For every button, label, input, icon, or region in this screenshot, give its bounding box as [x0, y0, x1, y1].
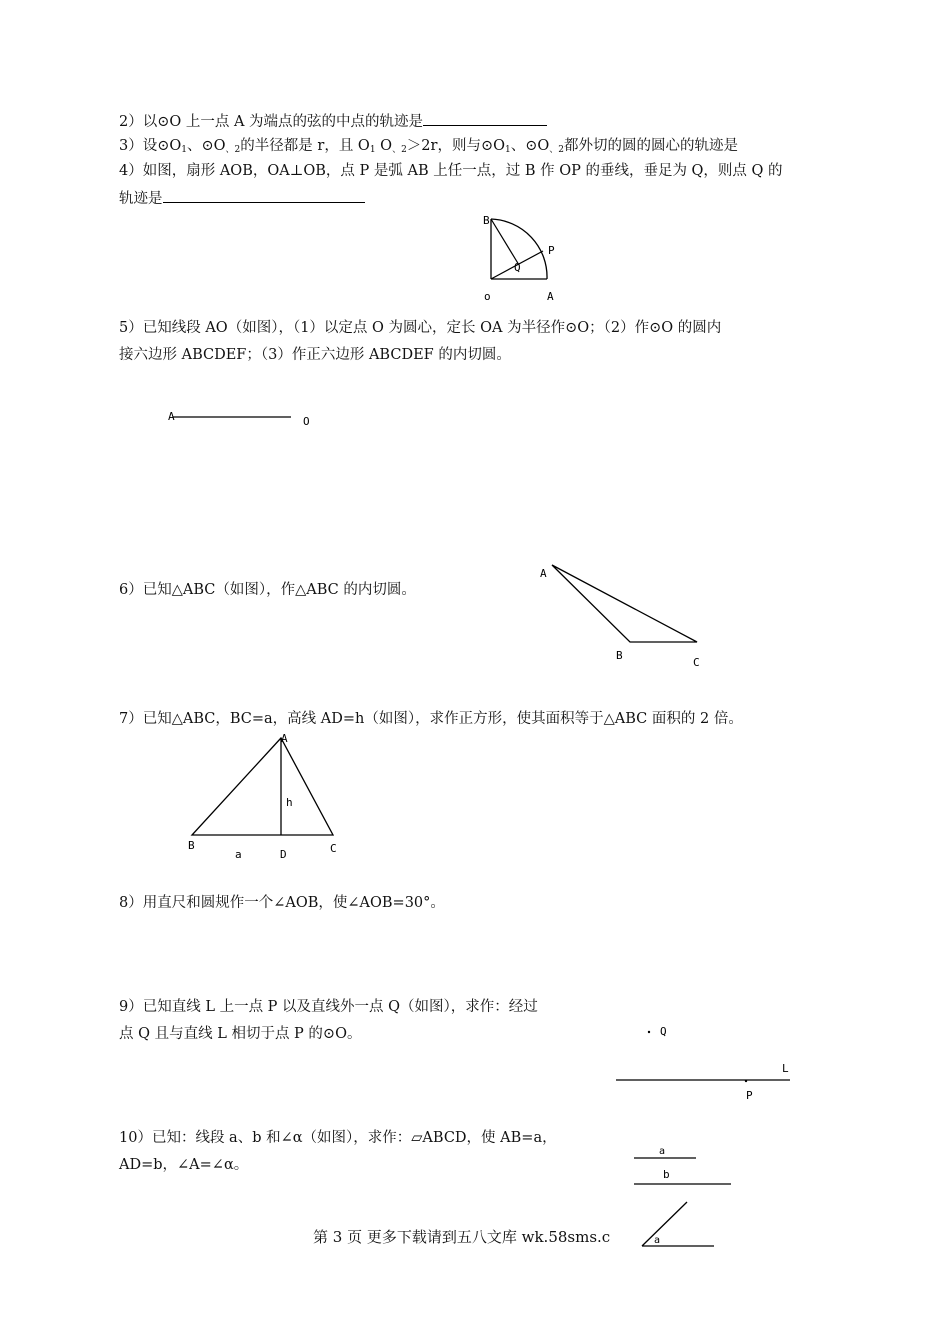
label-a: A — [540, 567, 547, 580]
question-4-line-2 — [119, 188, 365, 209]
segments-angle-figure — [625, 1140, 725, 1252]
q3-text-5: ＞2r，则与⊙O — [406, 138, 505, 154]
label-p: P — [746, 1089, 753, 1102]
question-6: 6）已知△ABC（如图），作△ABC 的内切圆。 — [119, 582, 416, 598]
question-5-line-1: 5）已知线段 AO（如图），（1）以定点 O 为圆心，定长 OA 为半径作⊙O；（2）作⊙O 的圆内 — [119, 320, 722, 336]
label-q: Q — [660, 1025, 667, 1038]
label-c: C — [693, 656, 700, 669]
point-p-dot — [745, 1080, 747, 1082]
q3-sub-5: 1 — [505, 145, 511, 155]
label-o: o — [484, 290, 491, 303]
page-footer: 第 3 页 更多下载请到五八文库 wk.58sms.c — [313, 1228, 611, 1246]
question-7: 7）已知△ABC，BC=a，高线 AD=h（如图），求作正方形，使其面积等于△ABC 面积的 2 倍。 — [119, 711, 743, 727]
question-10-line-1: 10）已知：线段 a、b 和∠α（如图），求作：▱ABCD，使 AB=a， — [119, 1130, 557, 1146]
label-p: P — [548, 244, 555, 257]
triangle-height-figure — [180, 728, 350, 863]
q3-text-4: O — [375, 138, 393, 154]
label-a: a — [659, 1146, 666, 1157]
label-b: b — [663, 1168, 670, 1181]
q3-sub-1: 1 — [181, 145, 187, 155]
triangle-abc — [192, 738, 333, 835]
label-b: B — [188, 839, 195, 852]
label-a: A — [281, 732, 288, 745]
answer-blank — [163, 188, 365, 203]
question-3 — [119, 136, 738, 160]
label-a: A — [168, 410, 175, 423]
triangle-abc — [552, 565, 697, 642]
question-8: 8）用直尺和圆规作一个∠AOB，使∠AOB=30°。 — [119, 895, 445, 911]
q3-sub-4: 、2 — [392, 145, 407, 155]
q3-text-3: 的半径都是 r，且 O — [240, 138, 370, 154]
q3-text-1: 3）设⊙O — [119, 138, 182, 154]
label-l: L — [782, 1062, 789, 1075]
q3-sub-6: 、2 — [549, 145, 565, 155]
label-o: O — [303, 415, 310, 428]
label-q: Q — [514, 261, 521, 274]
q3-text-2: 、⊙O — [187, 138, 226, 154]
question-10-line-2: AD=b，∠A=∠α。 — [119, 1157, 249, 1173]
segment-ao-figure — [165, 405, 325, 435]
line-tangent-figure — [610, 1020, 800, 1105]
label-a-length: a — [235, 848, 242, 861]
label-c: C — [330, 842, 337, 855]
question-2-text: 2）以⊙O 上一点 A 为端点的弦的中点的轨迹是 — [119, 114, 424, 130]
label-alpha: a — [654, 1235, 661, 1246]
point-q-dot — [648, 1031, 650, 1033]
angle-alpha-ray — [642, 1202, 687, 1246]
question-4-line-1: 4）如图，扇形 AOB，OA⊥OB，点 P 是弧 AB 上任一点，过 B 作 OP 的垂线，垂足为 Q，则点 Q 的 — [119, 163, 783, 179]
q3-sub-2: 、2 — [225, 145, 241, 155]
q3-text-6: 、⊙O — [510, 138, 550, 154]
question-9-line-1: 9）已知直线 L 上一点 P 以及直线外一点 Q（如图），求作：经过 — [119, 999, 538, 1015]
label-h: h — [286, 796, 293, 809]
label-b: B — [616, 649, 623, 662]
triangle-abc-figure — [530, 555, 710, 675]
segment-bq — [491, 219, 519, 265]
question-2 — [119, 111, 547, 132]
label-a: A — [547, 290, 554, 303]
question-5-line-2: 接六边形 ABCDEF；（3）作正六边形 ABCDEF 的内切圆。 — [119, 347, 511, 363]
sector-figure — [480, 210, 560, 305]
question-4-line-2-text: 轨迹是 — [119, 191, 163, 207]
q3-text-7: 都外切的圆的圆心的轨迹是 — [564, 138, 739, 154]
question-9-line-2: 点 Q 且与直线 L 相切于点 P 的⊙O。 — [119, 1026, 362, 1042]
q3-sub-3: 1 — [369, 145, 376, 155]
label-b: B — [483, 214, 490, 227]
answer-blank — [423, 111, 547, 126]
label-d: D — [280, 848, 287, 861]
